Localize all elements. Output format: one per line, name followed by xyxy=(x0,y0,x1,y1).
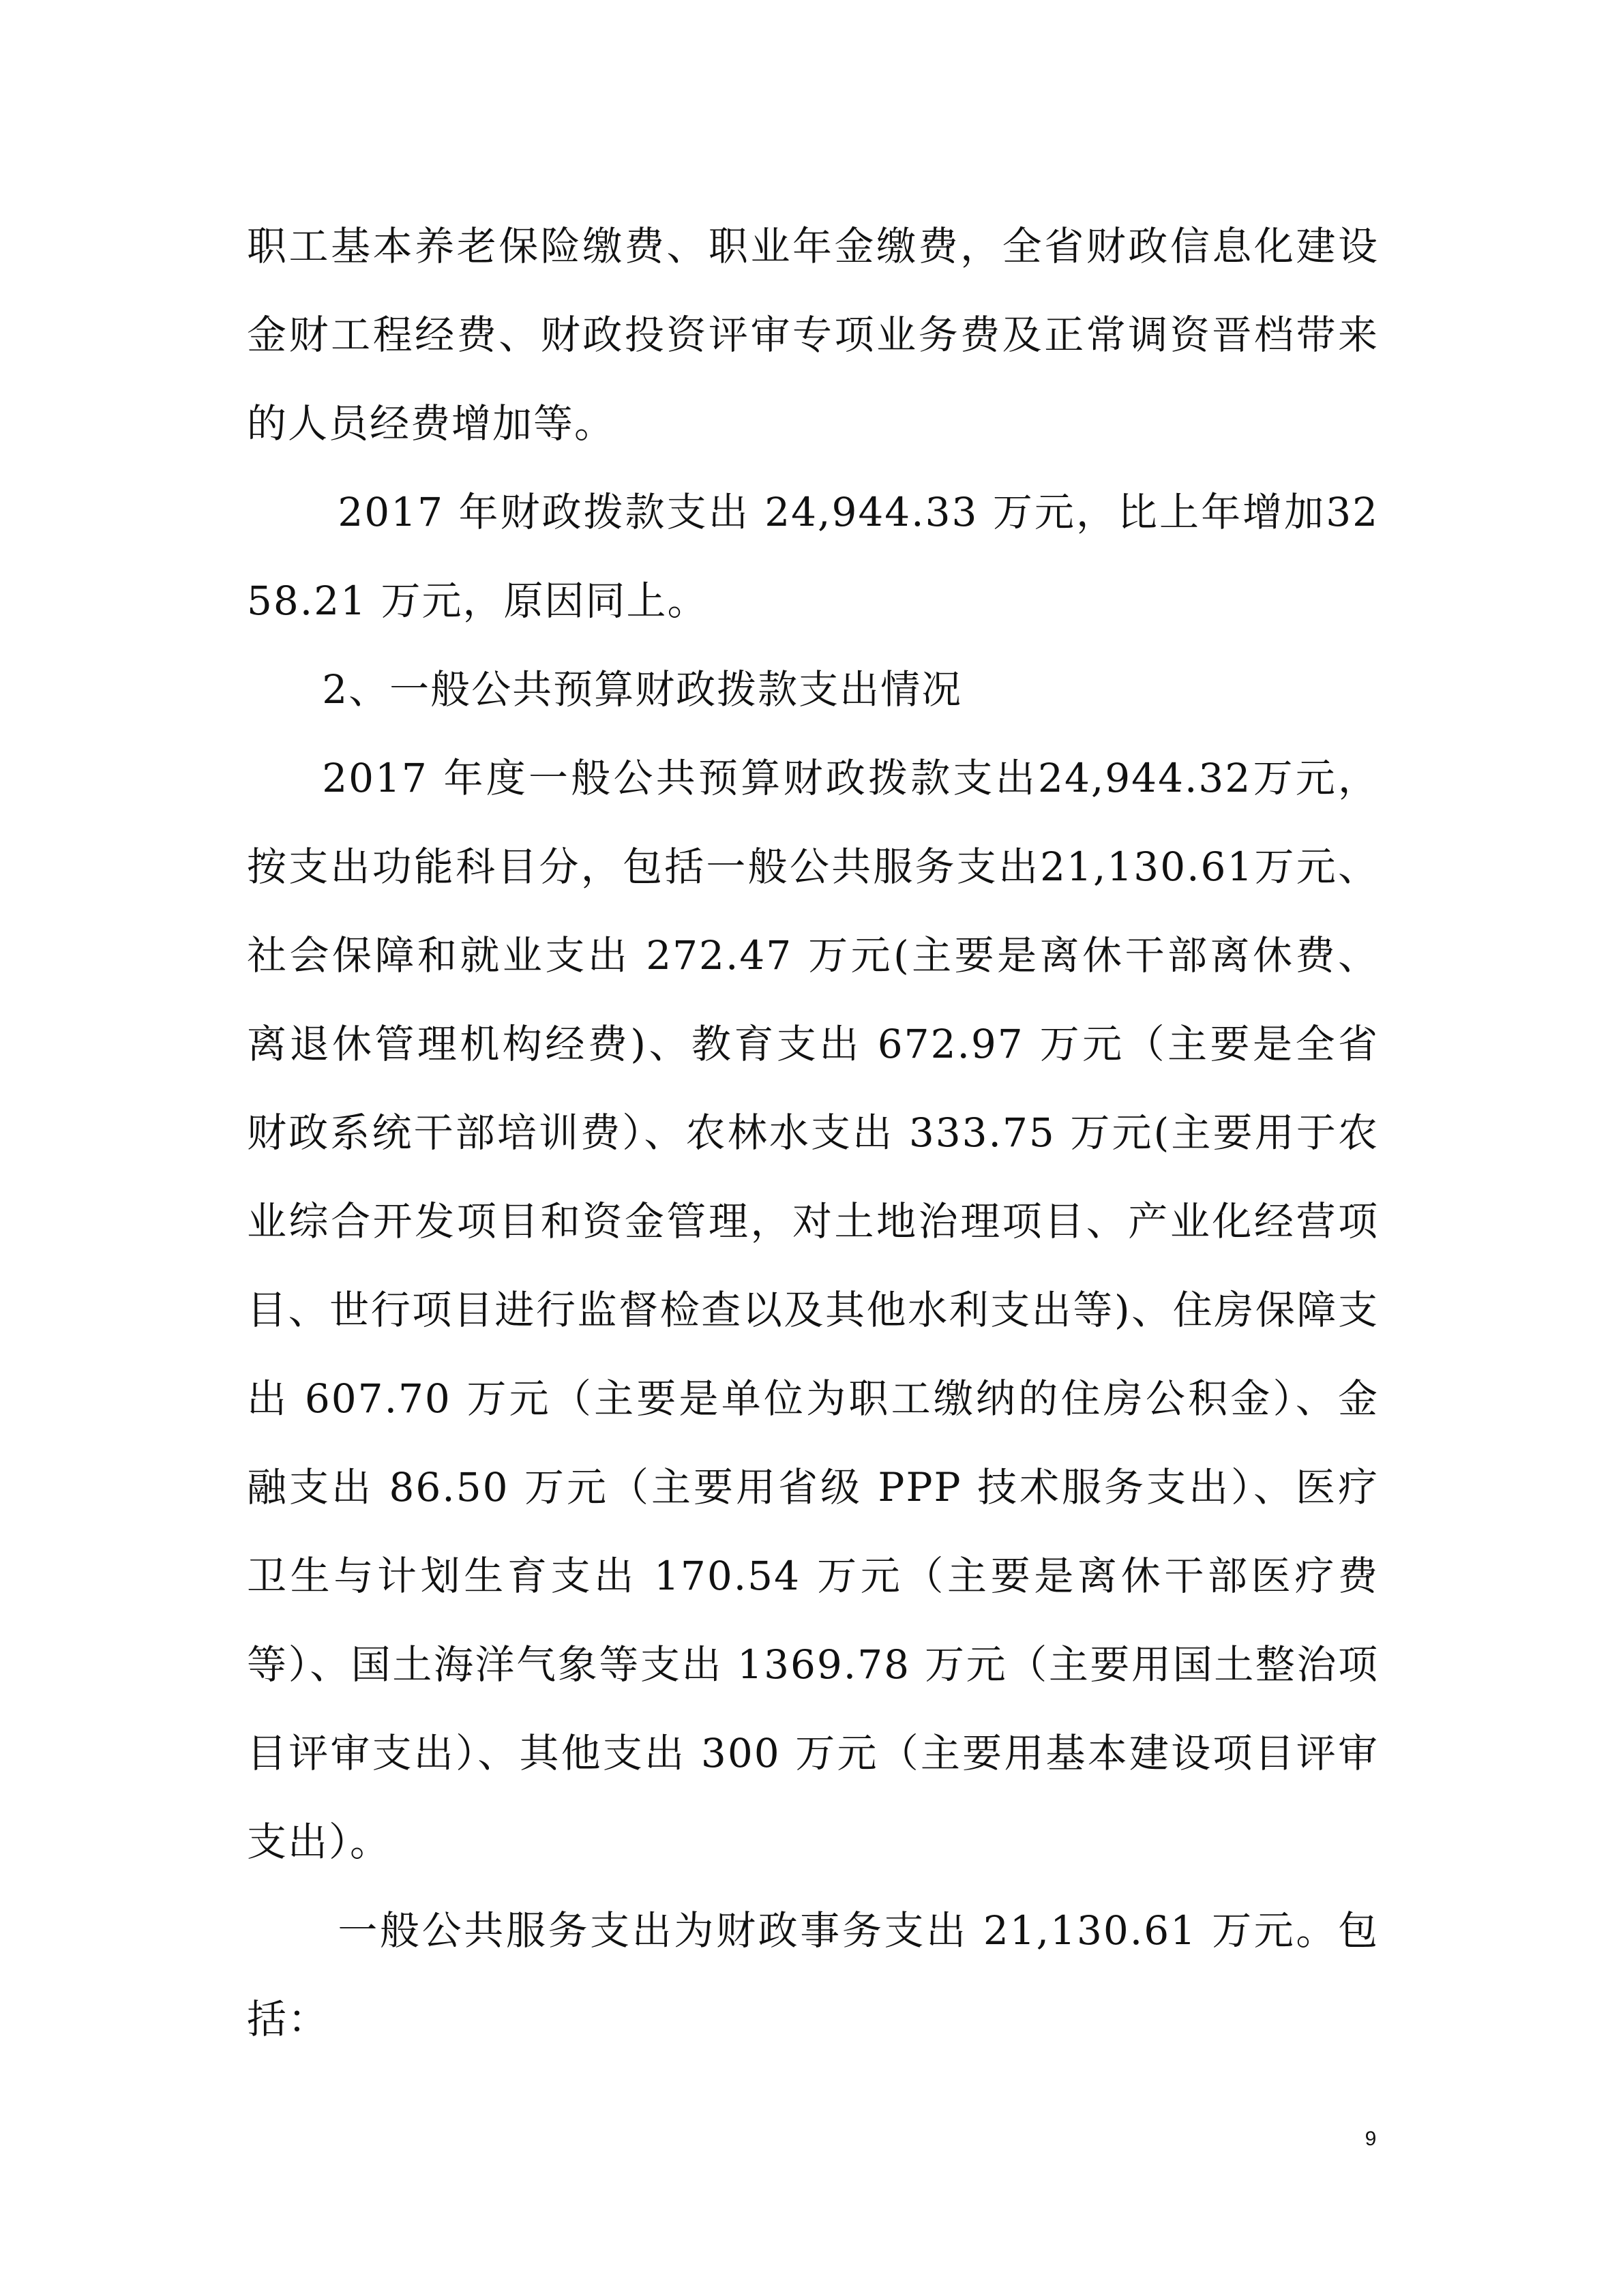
paragraph-personnel-expense-increase: 职工基本养老保险缴费、职业年金缴费，全省财政信息化建设金财工程经费、财政投资评审专项业务费及正常调资晋档带来的人员经费增加等。 xyxy=(247,223,1379,447)
paragraph-fiscal-appropriation-total: 2017 年财政拨款支出 24,944.33 万元，比上年增加3258.21 万元，原因同上。 xyxy=(247,489,1379,624)
section-heading-general-budget: 2、一般公共预算财政拨款支出情况 xyxy=(322,666,963,713)
document-body xyxy=(247,202,1379,2063)
paragraph-public-service-expense: 一般公共服务支出为财政事务支出 21,130.61 万元。包括： xyxy=(247,1907,1379,2042)
paragraph-general-budget-breakdown: 2017 年度一般公共预算财政拨款支出24,944.32万元，按支出功能科目分，包括一般公共服务支出21,130.61万元、社会保障和就业支出 272.47 万元(主要是离休干部离休费、离退休管理机构经费)、教育支出 672.97 万元（主要是全省财政系统干部培训费）、农林水支出 333.75 万元(主要用于农业综合开发项目和资金管理，对土地治理项目、产业化经营项目、世行项目进行监督检查以及其他水利支出等)、住房保障支出 607.70 万元（主要是单位为职工缴纳的住房公积金）、金融支出 86.50 万元（主要用省级 PPP 技术服务支出）、医疗卫生与计划生育支出 170.54 万元（主要是离休干部医疗费等）、国土海洋气象等支出 1369.78 万元（主要用国土整治项目评审支出）、其他支出 300 万元（主要用基本建设项目评审支出）。 xyxy=(247,755,1379,1865)
page-number: 9 xyxy=(1365,2128,1377,2150)
